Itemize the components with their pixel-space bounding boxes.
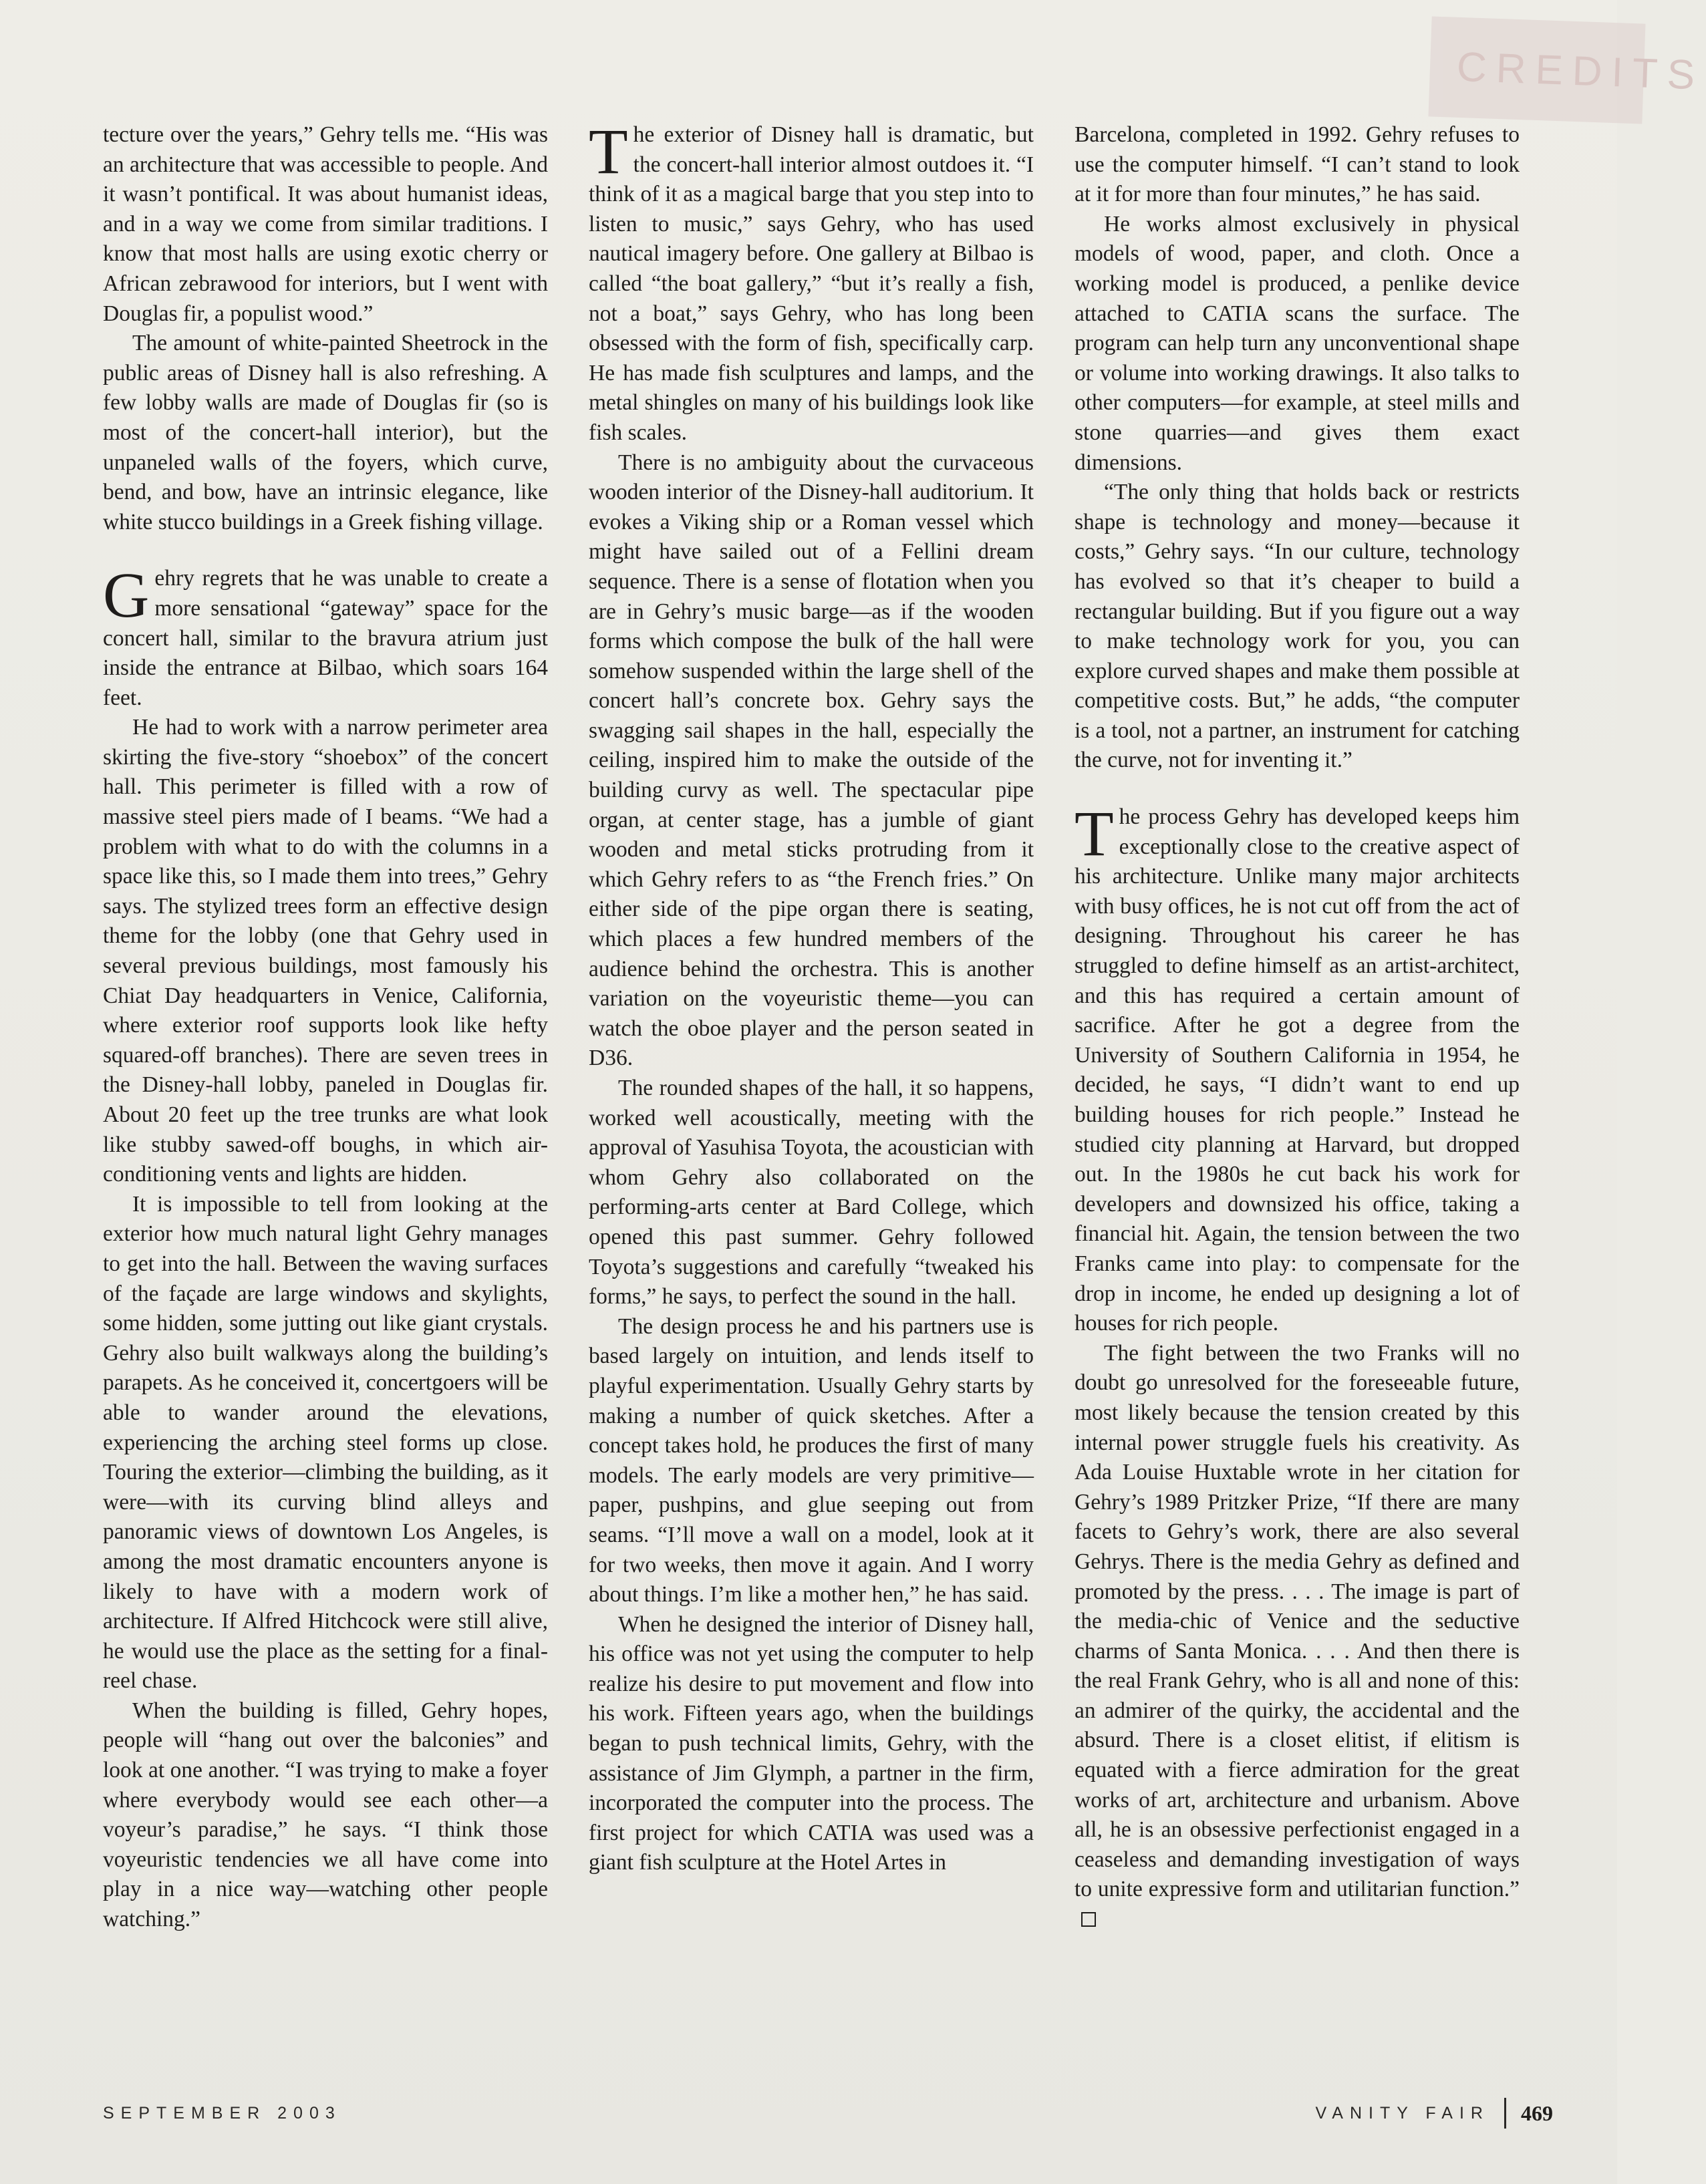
section-paragraph bbox=[103, 559, 548, 713]
end-of-article-icon bbox=[1081, 1912, 1096, 1927]
paragraph-text: There is no ambiguity about the curvaceous wooden interior of the Disney-hall auditorium. It evokes a Viking ship or a Roman vessel which might have sailed out of a Fellini dream sequence. There is a sense of flotation when you are in Gehry’s music barge—as if the wooden forms which compose the bulk of the hall were somehow suspended within the large shell of the concert hall’s concrete box. Gehry says the swagging sail shapes in the hall, especially the ceiling, inspired him to make the outside of the building curvy as well. The spectacular pipe organ, at center stage, has a jumble of giant wooden and metal sticks protruding from it which Gehry refers to as “the French fries.” On either side of the pipe organ there is seating, which places a few hundred members of the audience behind the orchestra. This is another variation on the voyeuristic theme—you can watch the oboe player and the person seated in D36. bbox=[589, 450, 1034, 1071]
paragraph bbox=[589, 1312, 1034, 1610]
drop-cap: T bbox=[589, 116, 628, 187]
paragraph bbox=[103, 120, 548, 329]
paragraph bbox=[1075, 1339, 1520, 1935]
column-3 bbox=[1075, 120, 1520, 2098]
section-paragraph bbox=[1075, 798, 1520, 1339]
paragraph-text: The fight between the two Franks will no doubt go unresolved for the foreseeable future, most likely because the tension created by this internal power struggle fuels his creativity. As Ada Louise Huxtable wrote in her citation for Gehry’s 1989 Pritzker Prize, “If there are many facets to Gehry’s work, there are also several Gehrys. There is the media Gehry as defined and promoted by the press. . . . The image is part of the media-chic of Venice and the seductive charms of Santa Monica. . . . And then there is the real Frank Gehry, who is all and none of this: an admirer of the quirky, the accidental and the absurd. There is a closet elitist, if elitism is equated with a fierce admiration for the great works of art, architecture and urbanism. Above all, he is an obsessive perfectionist engaged in a ceaseless and demanding investigation of ways to unite expressive form and utilitarian function.” bbox=[1075, 1340, 1520, 1902]
paragraph-text: The amount of white-painted Sheetrock in the public areas of Disney hall is also refreshing. A few lobby walls are made of Douglas fir (so is most of the concert-hall interior), but the unpaneled walls of the foyers, which curve, bend, and bow, have an intrinsic elegance, like white stucco buildings in a Greek fishing village. bbox=[103, 331, 548, 534]
paragraph-text: The design process he and his partners use is based largely on intuition, and lends itself to playful experimentation. Usually Gehry starts by making a number of quick sketches. After a concept takes hold, he produces the first of many models. The early models are very primitive—paper, pushpins, and glue seeping out from seams. “I’ll move a wall on a model, look at it for two weeks, then move it again. And I worry about things. I’m like a mother hen,” he has said. bbox=[589, 1313, 1034, 1607]
drop-cap: G bbox=[103, 559, 150, 631]
section-paragraph bbox=[589, 116, 1034, 448]
folio-date: SEPTEMBER 2003 bbox=[103, 2104, 341, 2123]
page-number: 469 bbox=[1521, 2100, 1553, 2125]
paragraph-text: He had to work with a narrow perimeter area skirting the five-story “shoebox” of the concert hall. This perimeter is filled with a row of massive steel piers made of I beams. “We had a problem with what to do with the columns in a space like this, so I made them into trees,” Gehry says. The stylized trees form an effective design theme for the lobby (one that Gehry used in several previous buildings, most famously his Chiat Day headquarters in Venice, California, where exterior roof supports look like hefty squared-off branches). There are seven trees in the Disney-hall lobby, paneled in Douglas fir. About 20 feet up the tree trunks are what look like stubby sawed-off boughs, in which air-conditioning vents and lights are hidden. bbox=[103, 715, 548, 1187]
paragraph-text: he exterior of Disney hall is dramatic, but the concert-hall interior almost outdoes it. “I think of it as a magical barge that you step into to listen to music,” says Gehry, who has used nautical imagery before. One gallery at Bilbao is called “the boat gallery,” “but it’s really a fish, not a boat,” says Gehry, who has long been obsessed with the form of fish, specifically carp. He has made fish sculptures and lamps, and the metal shingles on many of his buildings look like fish scales. bbox=[589, 122, 1034, 445]
paragraph-text: he process Gehry has developed keeps him exceptionally close to the creative aspect of his architecture. Unlike many major architects with busy offices, he is not cut off from the act of designing. Throughout his career he has struggled to define himself as an artist-architect, and this has required a certain amount of sacrifice. After he got a degree from the University of Southern California in 1954, he decided, he says, “I didn’t want to end up building houses for rich people.” Instead he studied city planning at Harvard, but dropped out. In the 1980s he cut back his work for developers and downsized his office, taking a financial hit. Again, the tension between the two Franks came into play: to compensate for the drop in income, he ended up designing a lot of houses for rich people. bbox=[1075, 804, 1520, 1336]
bleed-through-tab bbox=[1428, 16, 1705, 124]
paragraph-text: Barcelona, completed in 1992. Gehry refuses to use the computer himself. “I can’t stand to look at it for more than four minutes,” he has said. bbox=[1075, 122, 1520, 207]
paragraph bbox=[103, 1190, 548, 1696]
paragraph-text: When he designed the interior of Disney hall, his office was not yet using the computer to help realize his desire to put movement and flow into his work. Fifteen years ago, when the buildings began to push technical limits, Gehry, with the assistance of Jim Glymph, a partner in the firm, incorporated the computer into the process. The first project for which CATIA was used was a giant fish sculpture at the Hotel Artes in bbox=[589, 1611, 1034, 1875]
drop-cap: T bbox=[1075, 798, 1114, 870]
paragraph bbox=[103, 329, 548, 537]
paragraph bbox=[589, 448, 1034, 1074]
folio bbox=[1315, 2098, 1553, 2129]
magazine-name: VANITY FAIR bbox=[1315, 2103, 1489, 2123]
folio-divider bbox=[1504, 2098, 1506, 2129]
paragraph bbox=[589, 1074, 1034, 1312]
paragraph-text: ehry regrets that he was unable to create a more sensational “gateway” space for the concert hall, similar to the bravura atrium just inside the entrance at Bilbao, which soars 164 feet. bbox=[103, 566, 548, 710]
paragraph-text: tecture over the years,” Gehry tells me. “His was an architecture that was accessible to people. And it wasn’t pontifical. It was about humanist ideas, and in a way we come from similar traditions. I know that most halls are using exotic cherry or African zebrawood for interiors, but I went with Douglas fir, a populist wood.” bbox=[103, 122, 549, 326]
column-1 bbox=[103, 120, 548, 2098]
bleed-through-text: CREDITS bbox=[1455, 43, 1705, 99]
paragraph-text: When the building is filled, Gehry hopes, people will “hang out over the balconies” and look at one another. “I was trying to make a foyer where everybody would see each other—a voyeur’s paradise,” he says. “I think those voyeuristic tendencies we all have come into play in a nice way—watching other people watching.” bbox=[103, 1698, 548, 1932]
paragraph-text: He works almost exclusively in physical models of wood, paper, and cloth. Once a working model is produced, a penlike device attached to CATIA scans the surface. The program can help turn any unconventional shape or volume into working drawings. It also talks to other computers—for example, at steel mills and stone quarries—and gives them exact dimensions. bbox=[1075, 211, 1520, 475]
paragraph bbox=[589, 1610, 1034, 1878]
paragraph-text: It is impossible to tell from looking at the exterior how much natural light Gehry manages to get into the hall. Between the waving surfaces of the façade are large windows and skylights, some hidden, some jutting out like giant crystals. Gehry also built walkways along the building’s parapets. As he conceived it, concertgoers will be able to wander around the elevations, experiencing the arching steel forms up close. Touring the exterior—climbing the building, as it were—with its curving blind alleys and panoramic views of downtown Los Angeles, is among the most dramatic encounters anyone is likely to have with a modern work of architecture. If Alfred Hitchcock were still alive, he would use the place as the setting for a final-reel chase. bbox=[103, 1191, 548, 1694]
column-2 bbox=[589, 116, 1034, 2098]
paragraph-text: The rounded shapes of the hall, it so happens, worked well acoustically, meeting with the approval of Yasuhisa Toyota, the acoustician with whom Gehry also collaborated on the performing-arts center at Bard College, which opened this past summer. Gehry followed Toyota’s suggestions and carefully “tweaked his forms,” he says, to perfect the sound in the hall. bbox=[589, 1076, 1034, 1309]
paragraph bbox=[103, 1696, 548, 1935]
paragraph bbox=[103, 713, 548, 1190]
paragraph bbox=[1075, 210, 1520, 478]
paragraph bbox=[1075, 120, 1520, 210]
paragraph bbox=[1075, 478, 1520, 776]
paragraph-text: “The only thing that holds back or restricts shape is technology and money—because it costs,” Gehry says. “In our culture, technology has evolved so that it’s cheaper to build a rectangular building. But if you figure out a way to make technology work for you, you can explore curved shapes and make them possible at competitive costs. But,” he adds, “the computer is a tool, not a partner, an instrument for catching the curve, not for inventing it.” bbox=[1075, 480, 1520, 773]
article-body bbox=[103, 116, 1520, 2098]
